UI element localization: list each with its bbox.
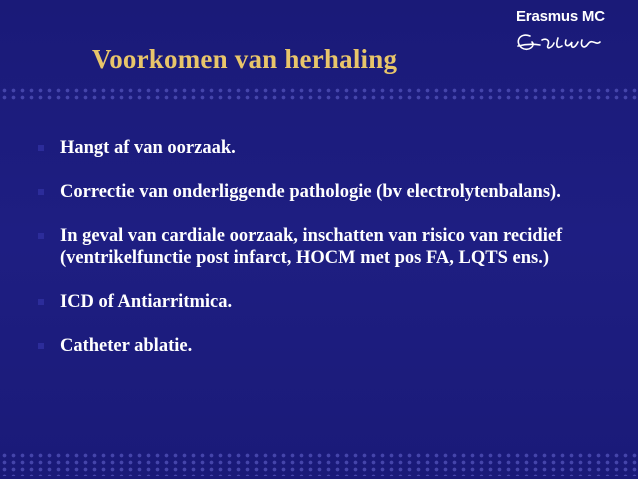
bullet-item xyxy=(38,137,598,159)
dot-band-bottom xyxy=(0,452,638,476)
bullet-text: Catheter ablatie. xyxy=(60,336,193,356)
square-bullet-icon xyxy=(38,233,44,239)
bullet-text: Hangt af van oorzaak. xyxy=(60,138,236,158)
square-bullet-icon xyxy=(38,343,44,349)
dot-band-top xyxy=(0,87,638,101)
bullet-item xyxy=(38,291,598,313)
square-bullet-icon xyxy=(38,189,44,195)
erasmus-logo xyxy=(512,8,630,64)
erasmus-signature-icon xyxy=(512,28,630,60)
logo-brand-text: Erasmus MC xyxy=(516,8,605,25)
square-bullet-icon xyxy=(38,299,44,305)
bullet-list xyxy=(38,137,598,379)
bullet-text: In geval van cardiale oorzaak, inschatten van risico van recidief (ventrikelfunctie post infarct, HOCM met pos FA, LQTS ens.) xyxy=(60,226,563,268)
bullet-item xyxy=(38,181,598,203)
bullet-item xyxy=(38,335,598,357)
square-bullet-icon xyxy=(38,145,44,151)
slide-title: Voorkomen van herhaling xyxy=(92,44,398,74)
bullet-item xyxy=(38,225,598,269)
bullet-text: ICD of Antiarritmica. xyxy=(60,292,233,312)
bullet-text: Correctie van onderliggende pathologie (bv electrolytenbalans). xyxy=(60,182,561,202)
